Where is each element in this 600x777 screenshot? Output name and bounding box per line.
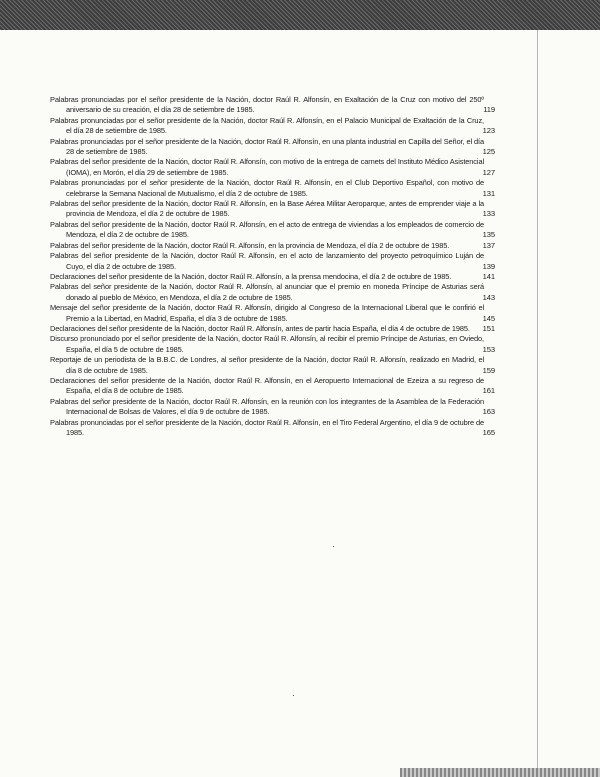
toc-entry-page: 141 — [482, 271, 495, 281]
toc-entry-page: 165 — [482, 428, 495, 437]
toc-entry-title: Mensaje del señor presidente de la Nación, doctor Raúl R. Alfonsín, dirigido al Congreso de la Internacional Liberal que le confirió el Premio a la Libertad, en Madrid, España, el día 3 de octubre de 1985. — [50, 303, 484, 323]
toc-entry-title: Palabras del señor presidente de la Nación, doctor Raúl R. Alfonsín, en la reunión con los integrantes de la Asamblea de la Federación Internacional de Bolsas de Valores, el día 9 de octubre de 1985. — [50, 396, 484, 417]
toc-entry-title: Discurso pronunciado por el señor presidente de la Nación, doctor Raúl R. Alfonsín, al recibir el premio Príncipe de Asturias, en Oviedo, España, el día 5 de octubre de 1985. — [50, 334, 484, 354]
toc-entry-page: 125 — [482, 147, 495, 157]
toc-entry — [50, 303, 495, 324]
toc-entry-page: 163 — [482, 407, 495, 417]
toc-entry — [50, 282, 495, 303]
toc-entry-page: 153 — [482, 344, 495, 354]
toc-entry-title: Declaraciones del señor presidente de la Nación, doctor Raúl R. Alfonsín, antes de partir hacia España, el día 4 de octubre de 1985. — [50, 323, 470, 333]
toc-entry — [50, 418, 495, 439]
toc-entry-title: Palabras del señor presidente de la Nación, doctor Raúl R. Alfonsín, en la provincia de Mendoza, el día 2 de octubre de 1985. — [50, 240, 450, 250]
toc-entry-title: Palabras del señor presidente de la Nación, doctor Raúl R. Alfonsín, en el acto de entrega de viviendas a los empleados de comercio de Mendoza, el día 2 de octubre de 1985. — [50, 219, 484, 240]
toc-entry-page: 123 — [482, 126, 495, 136]
toc-entry-title: Declaraciones del señor presidente de la Nación, doctor Raúl R. Alfonsín, a la prensa mendocina, el día 2 de octubre de 1985. — [50, 271, 452, 281]
toc-entry-page: 127 — [482, 167, 495, 177]
toc-entry-title: Palabras del señor presidente de la Nación, doctor Raúl R. Alfonsín, con motivo de la entrega de carnets del Instituto Médico Asistencial (IOMA), en Morón, el día 29 de setiembre de 1985. — [50, 157, 484, 177]
toc-entry-title: Palabras pronunciadas por el señor presidente de la Nación, doctor Raúl R. Alfonsín, en Exaltación de la Cruz con motivo del 250º aniversario de su creación, el día 28 de setiembre de 1985. — [50, 95, 484, 115]
toc-entry-page: 143 — [482, 292, 495, 302]
table-of-contents — [50, 95, 495, 438]
toc-entry — [50, 251, 495, 272]
toc-entry-page: 137 — [482, 240, 495, 250]
toc-entry-title: Palabras del señor presidente de la Nación, doctor Raúl R. Alfonsín, en la Base Aérea Militar Aeroparque, antes de emprender viaje a la provincia de Mendoza, el día 2 de octubre de 1985. — [50, 199, 484, 219]
toc-entry-title: Palabras pronunciadas por el señor presidente de la Nación, doctor Raúl R. Alfonsín, en el Club Deportivo Español, con motivo de celebrarse la Semana Nacional de Mutualismo, el día 2 de octubre de 1985. — [50, 178, 484, 198]
toc-entry — [50, 157, 495, 178]
toc-entry — [50, 376, 495, 397]
toc-entry — [50, 355, 495, 376]
toc-entry — [50, 95, 495, 116]
toc-entry — [50, 178, 495, 199]
toc-entry-page: 151 — [482, 323, 495, 333]
toc-entry-page: 131 — [482, 188, 495, 198]
toc-entry-title: Palabras pronunciadas por el señor presidente de la Nación, doctor Raúl R. Alfonsín, en el Tiro Federal Argentino, el día 9 de octubre de 1985. — [50, 417, 484, 437]
toc-entry — [50, 241, 495, 251]
toc-entry-page: 133 — [482, 209, 495, 219]
toc-entry — [50, 116, 495, 137]
toc-entry — [50, 397, 495, 418]
scan-speck — [293, 695, 294, 696]
toc-entry — [50, 334, 495, 355]
toc-entry — [50, 137, 495, 158]
toc-entry-page: 159 — [482, 365, 495, 375]
toc-entry-page: 161 — [482, 386, 495, 396]
toc-entry-page: 119 — [483, 105, 495, 115]
page-edge-rule — [537, 30, 538, 777]
scan-speck — [333, 546, 334, 547]
toc-entry-page: 139 — [482, 261, 495, 271]
toc-entry — [50, 199, 495, 220]
toc-entry — [50, 324, 495, 334]
scan-footer-band — [400, 768, 600, 777]
toc-entry-title: Palabras pronunciadas por el señor presidente de la Nación, doctor Raúl R. Alfonsín, en el Palacio Municipal de Exaltación de la Cruz, el día 28 de setiembre de 1985. — [50, 115, 484, 136]
toc-entry-page: 135 — [482, 230, 495, 240]
scan-header-band — [0, 0, 600, 30]
toc-entry-title: Palabras del señor presidente de la Nación, doctor Raúl R. Alfonsín, al anunciar que el premio en moneda Príncipe de Asturias será donado al pueblo de México, en Mendoza, el día 2 de octubre de 1985. — [50, 282, 484, 302]
toc-entry-title: Palabras pronunciadas por el señor presidente de la Nación, doctor Raúl R. Alfonsín, en una planta industrial en Capilla del Señor, el día 28 de setiembre de 1985. — [50, 136, 484, 157]
toc-entry — [50, 220, 495, 241]
toc-entry — [50, 272, 495, 282]
toc-entry-title: Reportaje de un periodista de la B.B.C. de Londres, al señor presidente de la Nación, doctor Raúl R. Alfonsín, realizado en Madrid, el día 8 de octubre de 1985. — [50, 355, 484, 375]
toc-entry-title: Declaraciones del señor presidente de la Nación, doctor Raúl R. Alfonsín, en el Aeropuerto Internacional de Ezeiza a su regreso de España, el día 8 de octubre de 1985. — [50, 375, 484, 396]
toc-entry-title: Palabras del señor presidente de la Nación, doctor Raúl R. Alfonsín, en el acto de lanzamiento del proyecto petroquímico Luján de Cuyo, el día 2 de octubre de 1985. — [50, 251, 484, 271]
toc-entry-page: 145 — [482, 313, 495, 323]
